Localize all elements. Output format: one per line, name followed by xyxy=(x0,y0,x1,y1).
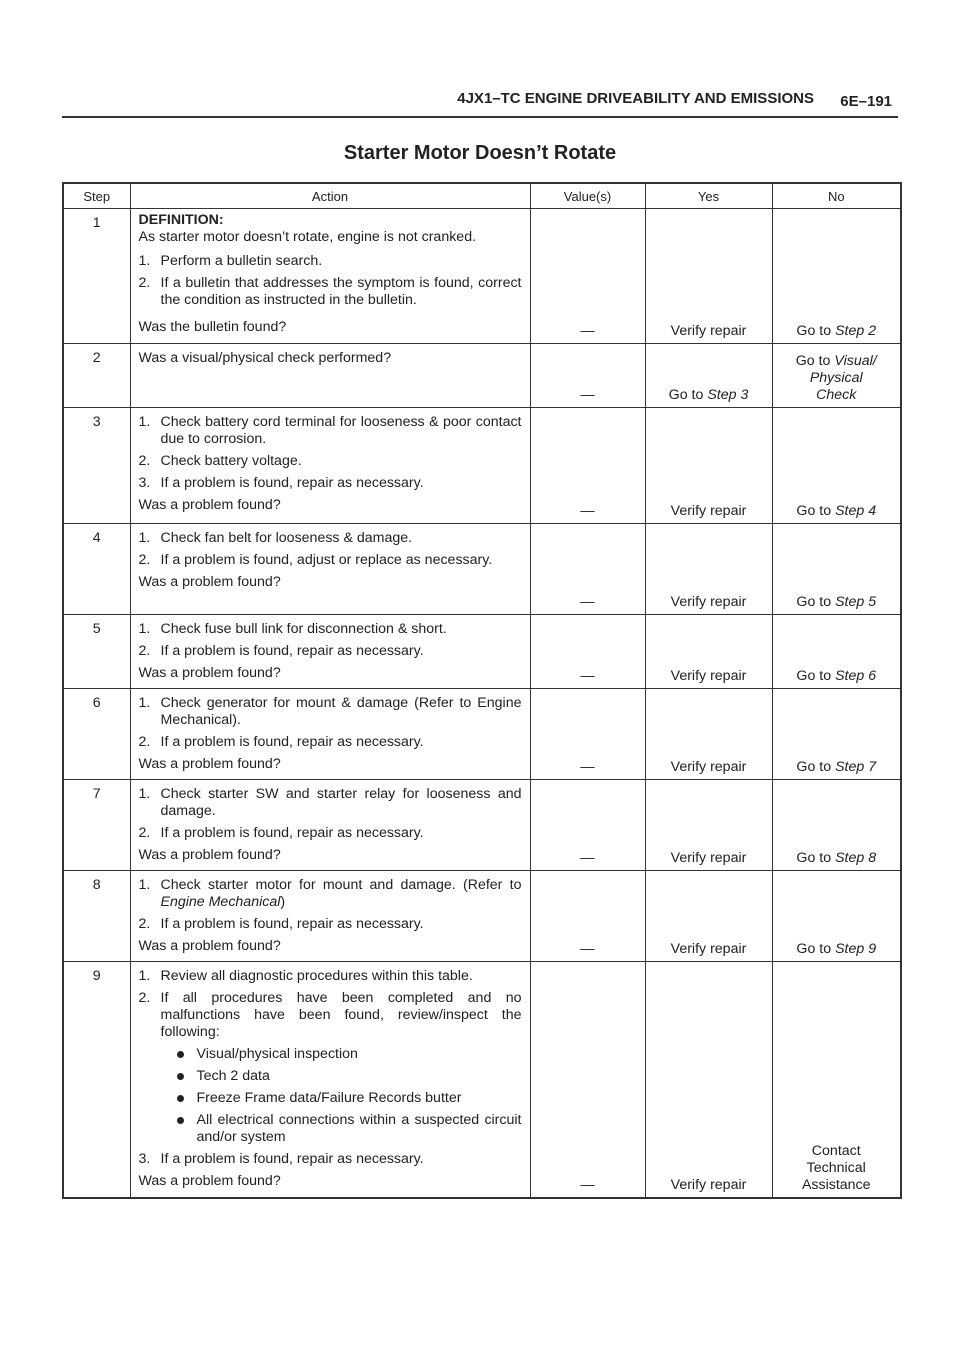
value-cell: — xyxy=(530,962,645,1198)
list-item: 1. Review all diagnostic procedures within this table. xyxy=(138,968,473,984)
yes-cell: Verify repair xyxy=(645,871,772,962)
definition-label: DEFINITION: xyxy=(138,212,224,228)
step-number: 5 xyxy=(63,615,130,689)
question: Was a problem found? xyxy=(138,938,281,954)
list-item: 1. Check generator for mount & damage (Refer to Engine Mechanical). xyxy=(138,695,522,728)
question: Was a problem found? xyxy=(138,1173,281,1189)
question: Was a problem found? xyxy=(138,756,281,772)
action-cell xyxy=(130,780,530,871)
col-step: Step xyxy=(63,183,130,209)
no-cell: Go to Step 2 xyxy=(772,209,901,344)
list-item: 2. If a bulletin that addresses the symptom is found, correct the condition as instructed in the bulletin. xyxy=(138,275,522,308)
yes-cell: Verify repair xyxy=(645,780,772,871)
table-row xyxy=(63,962,901,1198)
table-row xyxy=(63,344,901,408)
yes-cell: Verify repair xyxy=(645,615,772,689)
list-item: 1. Check starter SW and starter relay for looseness and damage. xyxy=(138,786,522,819)
no-cell: Go to Step 6 xyxy=(772,615,901,689)
no-cell: Go to Step 7 xyxy=(772,689,901,780)
action-cell xyxy=(130,689,530,780)
no-cell: Go to Step 5 xyxy=(772,524,901,615)
list-item: 2. If all procedures have been completed and no malfunctions have been found, review/inspect the following: xyxy=(138,990,522,1040)
yes-cell: Go to Step 3 xyxy=(645,344,772,408)
step-number: 9 xyxy=(63,962,130,1198)
action-cell xyxy=(130,871,530,962)
action-cell xyxy=(130,615,530,689)
value-cell: — xyxy=(530,408,645,524)
yes-cell: Verify repair xyxy=(645,962,772,1198)
yes-cell: Verify repair xyxy=(645,524,772,615)
yes-cell: Verify repair xyxy=(645,408,772,524)
action-cell xyxy=(130,408,530,524)
list-item: 1. Check fuse bull link for disconnection & short. xyxy=(138,621,447,637)
definition-text: As starter motor doesn’t rotate, engine is not cranked. xyxy=(138,229,477,245)
value-cell: — xyxy=(530,209,645,344)
list-item: 3. If a problem is found, repair as necessary. xyxy=(138,1151,424,1167)
value-cell: — xyxy=(530,615,645,689)
table-row xyxy=(63,871,901,962)
question: Was a problem found? xyxy=(138,497,281,513)
list-item: 2. If a problem is found, repair as necessary. xyxy=(138,916,424,932)
no-cell: Go to Step 8 xyxy=(772,780,901,871)
bullet-item: All electrical connections within a suspected circuit and/or system xyxy=(139,1112,522,1146)
list-item: 1. Perform a bulletin search. xyxy=(138,253,323,269)
list-item: 2. If a problem is found, repair as necessary. xyxy=(138,734,424,750)
list-item: 1. Check fan belt for looseness & damage. xyxy=(138,530,413,546)
question: Was the bulletin found? xyxy=(138,319,287,335)
page-title: Starter Motor Doesn’t Rotate xyxy=(343,142,617,164)
action-cell xyxy=(130,962,530,1198)
page-header xyxy=(62,88,898,118)
no-cell: Contact Technical Assistance xyxy=(772,962,901,1198)
value-cell: — xyxy=(530,689,645,780)
yes-cell: Verify repair xyxy=(645,689,772,780)
table-header-row xyxy=(63,183,901,209)
step-number: 1 xyxy=(63,209,130,344)
list-item: 3. If a problem is found, repair as necessary. xyxy=(138,475,424,491)
col-values: Value(s) xyxy=(530,183,645,209)
table-row xyxy=(63,408,901,524)
list-item: 2. If a problem is found, adjust or replace as necessary. xyxy=(138,552,493,568)
table-row xyxy=(63,615,901,689)
step-number: 3 xyxy=(63,408,130,524)
question: Was a problem found? xyxy=(138,665,281,681)
step-number: 6 xyxy=(63,689,130,780)
value-cell: — xyxy=(530,524,645,615)
action-cell xyxy=(130,209,530,344)
step-number: 2 xyxy=(63,344,130,408)
table-row xyxy=(63,689,901,780)
bullet-item: Visual/physical inspection xyxy=(139,1046,522,1063)
col-no: No xyxy=(772,183,901,209)
table-row xyxy=(63,780,901,871)
question: Was a visual/physical check performed? xyxy=(138,350,392,366)
list-item: 2. Check battery voltage. xyxy=(138,453,302,469)
table-row xyxy=(63,209,901,344)
yes-cell: Verify repair xyxy=(645,209,772,344)
action-cell xyxy=(130,524,530,615)
list-item: 1. Check battery cord terminal for looseness & poor contact due to corrosion. xyxy=(138,414,522,447)
col-action: Action xyxy=(130,183,530,209)
value-cell: — xyxy=(530,780,645,871)
no-cell: Go to Step 9 xyxy=(772,871,901,962)
table-row xyxy=(63,524,901,615)
list-item: 2. If a problem is found, repair as necessary. xyxy=(138,643,424,659)
value-cell: — xyxy=(530,871,645,962)
bullet-item: Tech 2 data xyxy=(139,1068,522,1085)
page-number: 6E–191 xyxy=(840,93,892,110)
no-cell: Go to Step 4 xyxy=(772,408,901,524)
step-number: 8 xyxy=(63,871,130,962)
step-number: 4 xyxy=(63,524,130,615)
list-item: 2. If a problem is found, repair as necessary. xyxy=(138,825,424,841)
step-number: 7 xyxy=(63,780,130,871)
diagnostic-table xyxy=(62,182,902,1199)
list-item: 1. Check starter motor for mount and damage. (Refer to Engine Mechanical) xyxy=(138,877,522,910)
bullet-item: Freeze Frame data/Failure Records butter xyxy=(139,1090,522,1107)
question: Was a problem found? xyxy=(138,574,281,590)
value-cell: — xyxy=(530,344,645,408)
section-title: 4JX1–TC ENGINE DRIVEABILITY AND EMISSIONS xyxy=(457,90,814,107)
action-cell xyxy=(130,344,530,408)
question: Was a problem found? xyxy=(138,847,281,863)
no-cell: Go to Visual/ Physical Check xyxy=(772,344,901,408)
col-yes: Yes xyxy=(645,183,772,209)
